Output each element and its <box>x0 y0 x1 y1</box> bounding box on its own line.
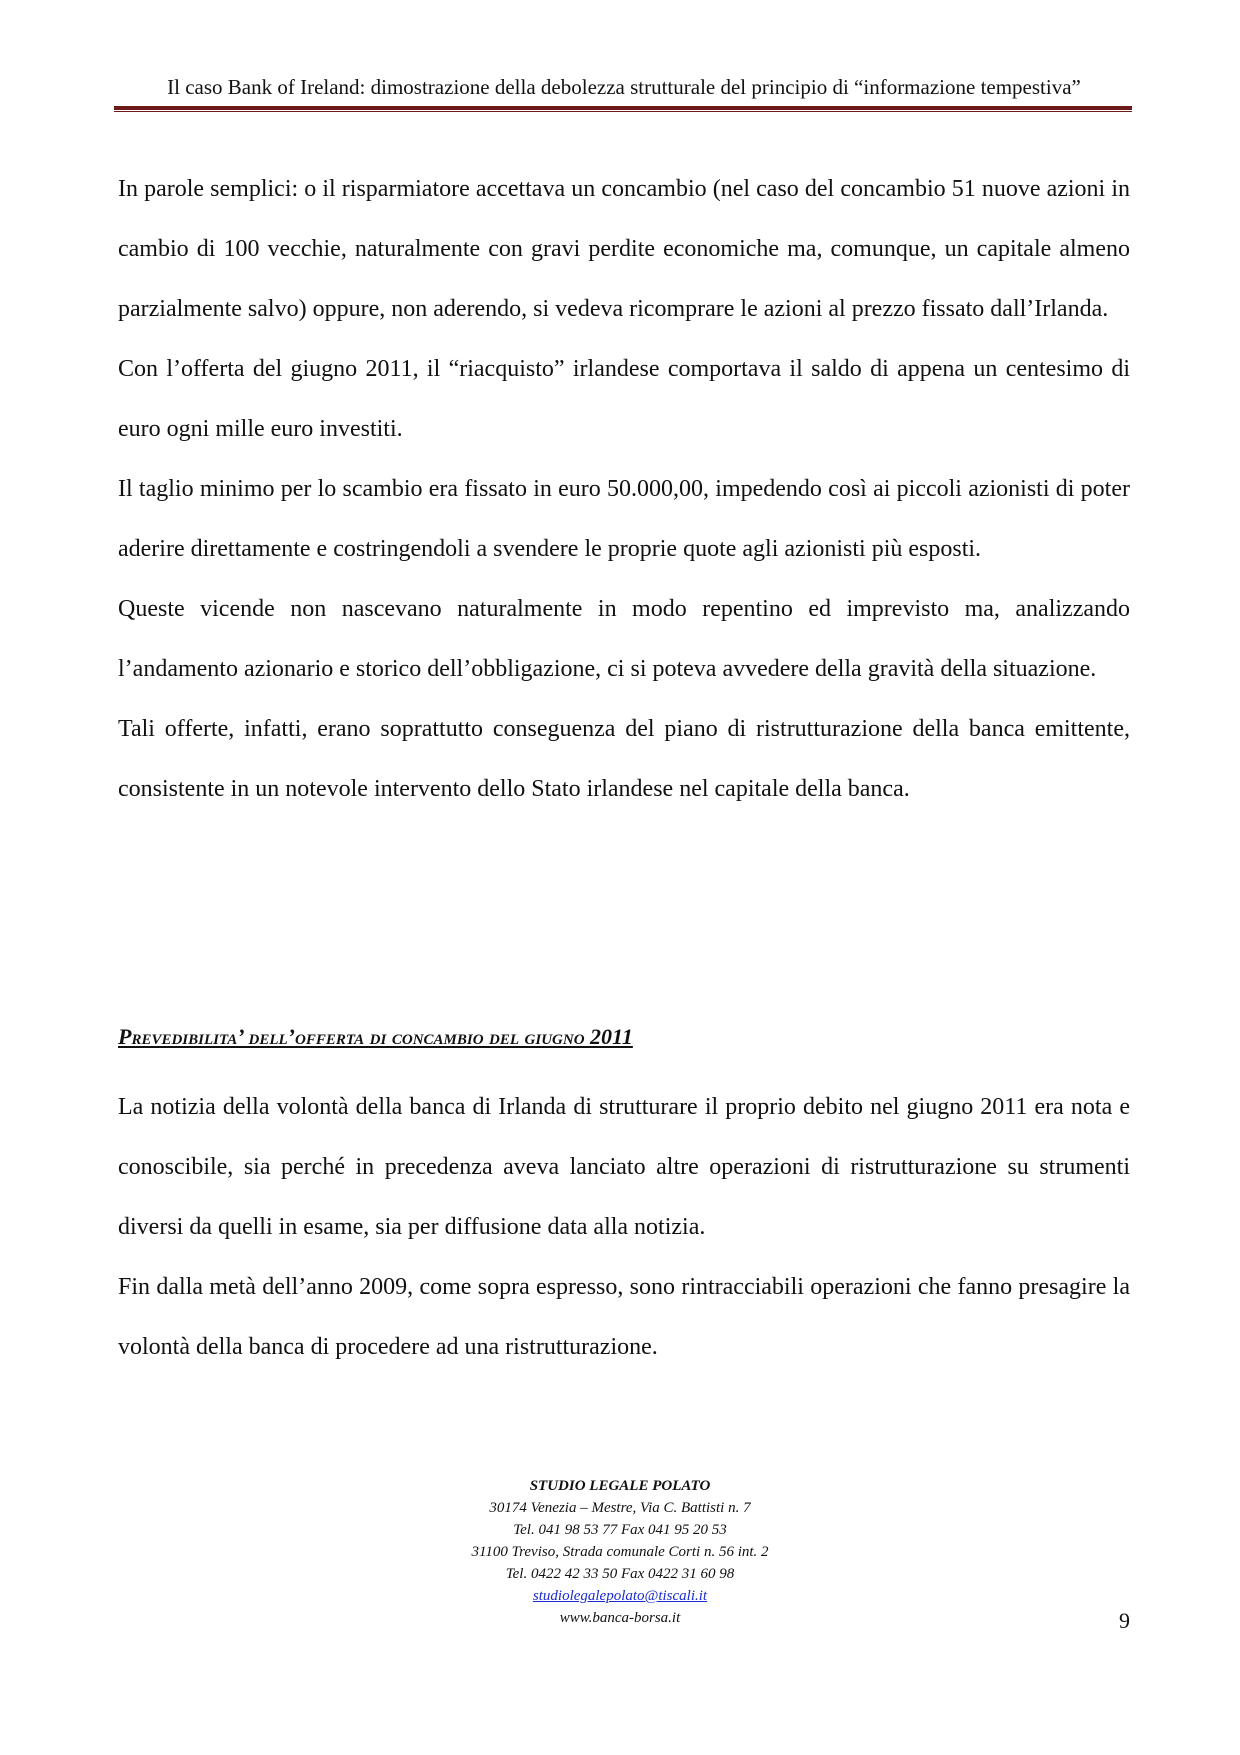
footer-address-venezia: 30174 Venezia – Mestre, Via C. Battisti n. 7 <box>489 1500 751 1516</box>
body-text-top <box>118 159 1130 819</box>
footer-website: www.banca-borsa.it <box>559 1610 681 1626</box>
footer-address-treviso: 31100 Treviso, Strada comunale Corti n. 56 int. 2 <box>471 1544 769 1560</box>
paragraph: Il taglio minimo per lo scambio era fissato in euro 50.000,00, impedendo così ai piccoli azionisti di poter aderire direttamente e costringendoli a svendere le proprie quote agli azionisti più esposti. <box>118 476 1130 562</box>
body-text-bottom <box>118 1077 1130 1377</box>
header-rule <box>114 106 1132 110</box>
paragraph: Queste vicende non nascevano naturalmente in modo repentino ed imprevisto ma, analizzando l’andamento azionario e storico dell’obbligazione, ci si poteva avvedere della gravità della situazione. <box>118 596 1130 682</box>
paragraph: In parole semplici: o il risparmiatore accettava un concambio (nel caso del concambio 51 nuove azioni in cambio di 100 vecchie, naturalmente con gravi perdite economiche ma, comunque, un capitale almeno parzialmente salvo) oppure, non aderendo, si vedeva ricomprare le azioni al prezzo fissato dall’Irlanda. <box>118 176 1130 322</box>
footer-email-link[interactable]: studiolegalepolato@tiscali.it <box>532 1588 708 1604</box>
paragraph: Con l’offerta del giugno 2011, il “riacquisto” irlandese comportava il saldo di appena un centesimo di euro ogni mille euro investiti. <box>118 356 1130 442</box>
footer-firm-name: STUDIO LEGALE POLATO <box>529 1478 711 1494</box>
page-number: 9 <box>1119 1608 1130 1633</box>
paragraph: La notizia della volontà della banca di Irlanda di strutturare il proprio debito nel giugno 2011 era nota e conoscibile, sia perché in precedenza aveva lanciato altre operazioni di ristrutturazione su strumenti diversi da quelli in esame, sia per diffusione data alla notizia. <box>118 1094 1130 1240</box>
section-heading: Prevedibilita’ dell’offerta di concambio del giugno 2011 <box>118 1024 633 1049</box>
header-rule-thin <box>114 111 1132 112</box>
running-header: Il caso Bank of Ireland: dimostrazione della debolezza strutturale del principio di “informazione tempestiva” <box>167 75 1081 99</box>
paragraph: Tali offerte, infatti, erano soprattutto conseguenza del piano di ristrutturazione della banca emittente, consistente in un notevole intervento dello Stato irlandese nel capitale della banca. <box>118 716 1130 802</box>
footer <box>320 1475 920 1629</box>
paragraph: Fin dalla metà dell’anno 2009, come sopra espresso, sono rintracciabili operazioni che fanno presagire la volontà della banca di procedere ad una ristrutturazione. <box>118 1274 1130 1360</box>
footer-phone-treviso: Tel. 0422 42 33 50 Fax 0422 31 60 98 <box>505 1566 735 1582</box>
footer-phone-venezia: Tel. 041 98 53 77 Fax 041 95 20 53 <box>513 1522 727 1538</box>
